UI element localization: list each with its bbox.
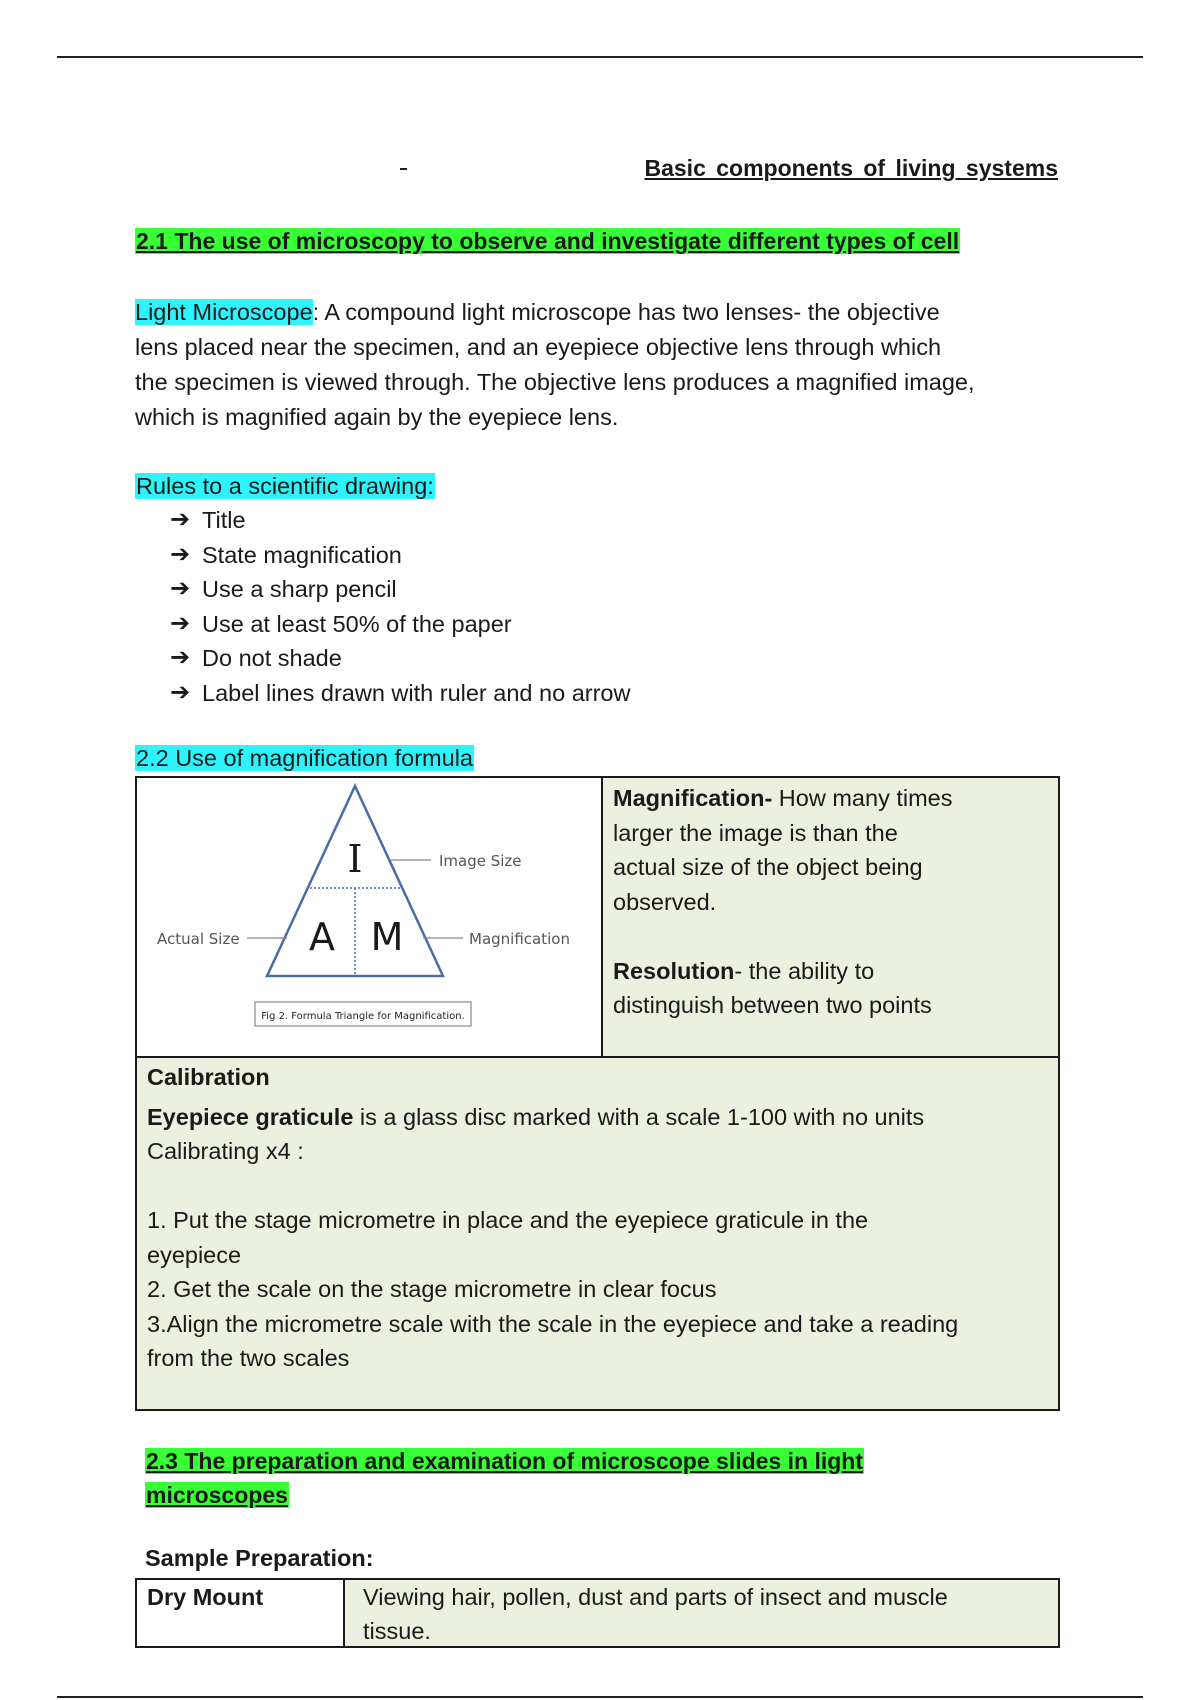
calibration-step-line-2: eyepiece <box>147 1241 242 1268</box>
list-item-text: Use at least 50% of the paper <box>202 610 512 637</box>
definitions-spacer <box>613 919 1048 954</box>
table-row-description-line-1: Viewing hair, pollen, dust and parts of insect and muscle <box>363 1584 948 1610</box>
table-row-description <box>345 1580 1058 1646</box>
section-heading-2-1 <box>135 224 960 258</box>
actual-size-label: Actual Size <box>157 930 240 948</box>
light-microscope-line-4: which is magnified again by the eyepiece lens. <box>135 404 619 430</box>
page-title: Basic components of living systems <box>644 155 1058 181</box>
list-item <box>170 503 630 538</box>
arrow-right-icon: ➔ <box>170 575 191 603</box>
magnification-definition-line-2: larger the image is than the <box>613 819 898 846</box>
triangle-letter-i: I <box>347 837 363 881</box>
light-microscope-text-1: : A compound light microscope has two lenses- the objective <box>312 299 940 325</box>
light-microscope-line-2: lens placed near the specimen, and an eyepiece objective lens through which <box>135 334 942 360</box>
list-item-text: Use a sharp pencil <box>202 576 397 603</box>
magnification-text-1: How many times <box>772 785 953 811</box>
stray-dash <box>400 168 407 170</box>
list-item <box>170 572 630 607</box>
top-rule <box>57 56 1143 58</box>
calibrating-label: Calibrating x4 : <box>147 1138 304 1164</box>
magnification-term: Magnification- <box>613 785 773 811</box>
table-row-name: Dry Mount <box>137 1580 345 1646</box>
resolution-definition-line-1 <box>613 954 1048 989</box>
section-heading-2-1-text: 2.1 The use of microscopy to observe and investigate different types of cell <box>136 228 960 254</box>
magnification-triangle-diagram <box>137 778 601 1056</box>
graticule-text: is a glass disc marked with a scale 1-100 with no units <box>353 1103 925 1130</box>
table-row-description-line-2: tissue. <box>363 1618 431 1644</box>
magnification-definition-line-3: actual size of the object being <box>613 854 923 880</box>
calibration-cell <box>135 1056 1060 1411</box>
drawing-rules-list <box>170 503 630 710</box>
list-item-text: State magnification <box>202 541 402 568</box>
resolution-text-1: - the ability to <box>734 957 875 984</box>
section-heading-2-3-line-1: 2.3 The preparation and examination of microscope slides in light <box>146 1448 863 1474</box>
arrow-right-icon: ➔ <box>170 678 191 706</box>
calibration-step-line-4: 3.Align the micrometre scale with the scale in the eyepiece and take a reading <box>147 1310 959 1337</box>
sample-preparation-label: Sample Preparation: <box>145 1545 374 1571</box>
drawing-rules-heading-text: Rules to a scientific drawing: <box>136 473 434 499</box>
magnification-definition-line-1 <box>613 781 1048 816</box>
list-item-text: Title <box>202 507 246 534</box>
drawing-rules-heading <box>135 469 435 503</box>
resolution-term: Resolution <box>613 957 735 984</box>
triangle-letter-m: M <box>370 915 404 959</box>
calibration-step-line-3: 2. Get the scale on the stage micrometre in clear focus <box>147 1276 717 1302</box>
calibration-spacer <box>147 1169 1048 1204</box>
list-item <box>170 607 630 642</box>
magnification-label: Magnification <box>469 930 570 948</box>
arrow-right-icon: ➔ <box>170 644 191 672</box>
magnification-definition-line-4: observed. <box>613 888 717 915</box>
definitions-cell <box>601 776 1060 1058</box>
triangle-outline <box>267 786 443 976</box>
image-size-label: Image Size <box>439 852 522 870</box>
light-microscope-paragraph <box>135 295 1065 435</box>
arrow-right-icon: ➔ <box>170 540 191 568</box>
calibration-step-line-1: 1. Put the stage micrometre in place and the eyepiece graticule in the <box>147 1207 869 1233</box>
bottom-rule <box>57 1696 1143 1698</box>
sample-preparation-table <box>135 1578 1060 1648</box>
section-heading-2-3-line-2: microscopes <box>146 1482 288 1508</box>
list-item-text: Do not shade <box>202 645 342 672</box>
arrow-right-icon: ➔ <box>170 609 191 637</box>
resolution-definition-line-2: distinguish between two points <box>613 992 932 1018</box>
section-heading-2-2-text: 2.2 Use of magnification formula <box>136 745 473 771</box>
list-item <box>170 538 630 573</box>
calibration-step-line-5: from the two scales <box>147 1345 350 1371</box>
list-item <box>170 676 630 711</box>
list-item <box>170 641 630 676</box>
arrow-right-icon: ➔ <box>170 506 191 534</box>
figure-caption: Fig 2. Formula Triangle for Magnification. <box>261 1011 465 1022</box>
graticule-term: Eyepiece graticule <box>147 1103 354 1130</box>
calibration-title: Calibration <box>147 1064 270 1090</box>
list-item-text: Label lines drawn with ruler and no arrow <box>202 679 631 706</box>
graticule-line <box>147 1100 1048 1135</box>
triangle-letter-a: A <box>309 915 335 959</box>
magnification-triangle-cell <box>135 776 603 1058</box>
light-microscope-line-1 <box>135 295 1065 330</box>
section-heading-2-2 <box>135 741 474 775</box>
light-microscope-term: Light Microscope <box>135 299 313 325</box>
section-heading-2-3 <box>145 1444 864 1512</box>
light-microscope-line-3: the specimen is viewed through. The objective lens produces a magnified image, <box>135 369 975 395</box>
